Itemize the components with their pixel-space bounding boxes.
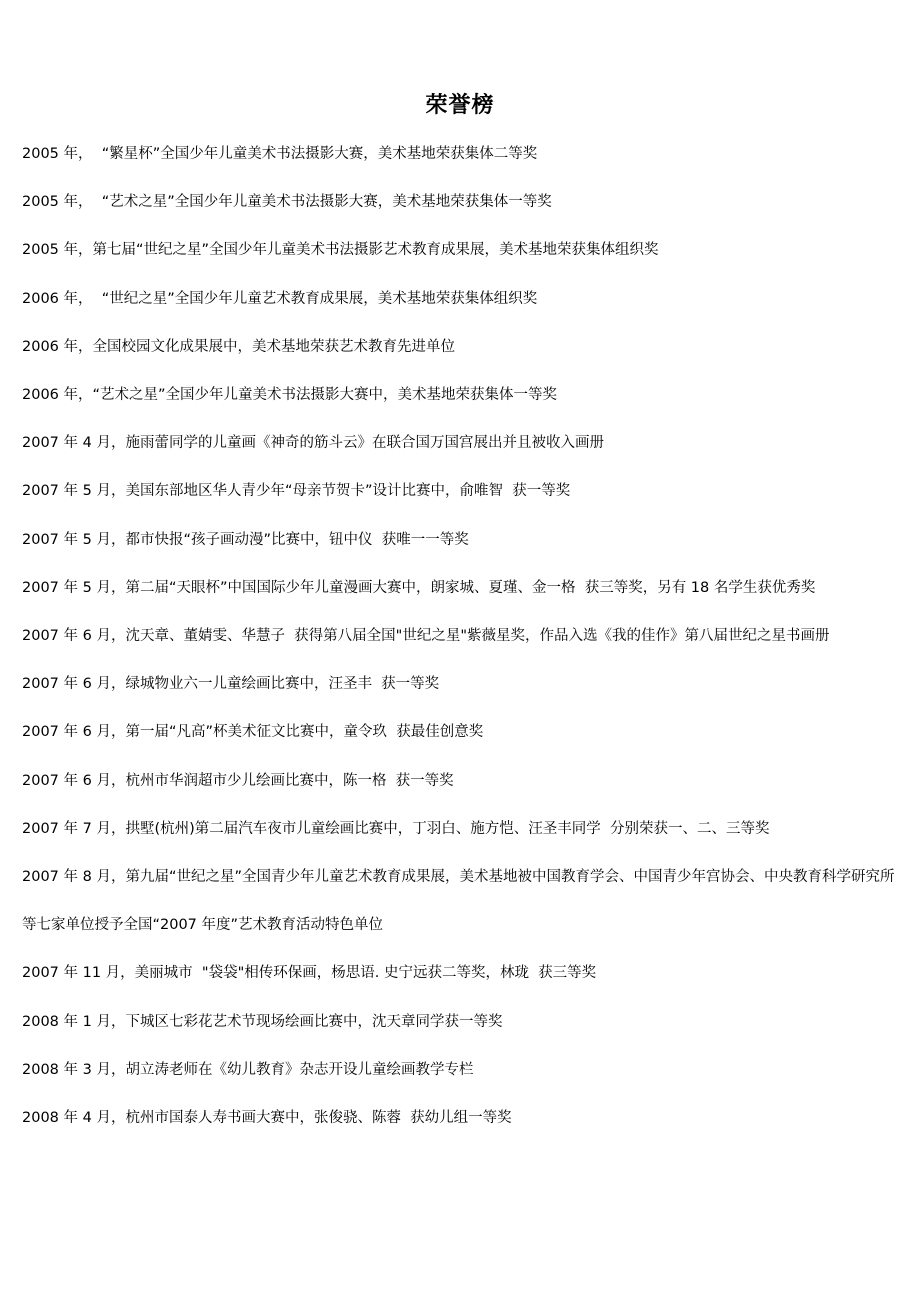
honor-entry: 2006 年，“艺术之星”全国少年儿童美术书法摄影大赛中，美术基地荣获集体一等奖 <box>22 387 558 404</box>
honor-entry: 2007 年 5 月，美国东部地区华人青少年“母亲节贺卡”设计比赛中，俞唯智 获一等奖 <box>22 483 571 500</box>
honor-entry: 2007 年 5 月，第二届“天眼杯”中国国际少年儿童漫画大赛中，朗家城、夏瑾、金一格 获三等奖，另有 18 名学生获优秀奖 <box>22 579 816 596</box>
honor-entry: 2007 年 6 月，杭州市华润超市少儿绘画比赛中，陈一格 获一等奖 <box>22 772 454 789</box>
honor-entry: 2007 年 6 月，绿城物业六一儿童绘画比赛中，汪圣丰 获一等奖 <box>22 676 440 693</box>
honor-entry: 2005 年， “繁星杯”全国少年儿童美术书法摄影大赛，美术基地荣获集体二等奖 <box>22 146 538 162</box>
honor-entry: 2008 年 4 月，杭州市国泰人寿书画大赛中，张俊骁、陈蓉 获幼儿组一等奖 <box>22 1110 512 1127</box>
honor-entry: 2007 年 4 月，施雨蕾同学的儿童画《神奇的筋斗云》在联合国万国宫展出并且被收入画册 <box>22 435 604 452</box>
honor-entry: 2006 年，全国校园文化成果展中，美术基地荣获艺术教育先进单位 <box>22 338 456 355</box>
honor-entry: 2007 年 11 月，美丽城市 "袋袋"相传环保画，杨思语. 史宁远获二等奖，林珑 获三等奖 <box>22 965 597 982</box>
honor-entry: 2007 年 6 月，沈天章、董婧雯、华慧子 获得第八届全国"世纪之星"紫薇星奖，作品入选《我的佳作》第八届世纪之星书画册 <box>22 628 830 645</box>
honor-entry: 2006 年， “世纪之星”全国少年儿童艺术教育成果展，美术基地荣获集体组织奖 <box>22 290 538 307</box>
honor-entry: 2007 年 6 月，第一届“凡高”杯美术征文比赛中，童令玖 获最佳创意奖 <box>22 724 484 741</box>
honor-entry: 2007 年 7 月，拱墅(杭州)第二届汽车夜市儿童绘画比赛中，丁羽白、施方恺、汪圣丰同学 分别荣获一、二、三等奖 <box>22 820 770 837</box>
honor-entry: 2007 年 5 月，都市快报“孩子画动漫”比赛中，钮中仪 获唯一一等奖 <box>22 531 469 548</box>
honor-list <box>22 130 902 1142</box>
honor-entry: 2008 年 3 月，胡立涛老师在《幼儿教育》杂志开设儿童绘画教学专栏 <box>22 1061 474 1078</box>
honor-entry: 2005 年，第七届“世纪之星”全国少年儿童美术书法摄影艺术教育成果展，美术基地荣获集体组织奖 <box>22 242 659 259</box>
page-title: 荣誉榜 <box>425 93 495 118</box>
honor-entry: 2008 年 1 月，下城区七彩花艺术节现场绘画比赛中，沈天章同学获一等奖 <box>22 1013 503 1030</box>
honor-entry: 2005 年， “艺术之星”全国少年儿童美术书法摄影大赛，美术基地荣获集体一等奖 <box>22 194 552 211</box>
honor-entry: 2007 年 8 月，第九届“世纪之星”全国青少年儿童艺术教育成果展，美术基地被中国教育学会、中国青少年宫协会、中央教育科学研究所等七家单位授予全国“2007 年度”艺术教育活动特色单位 <box>22 869 895 934</box>
